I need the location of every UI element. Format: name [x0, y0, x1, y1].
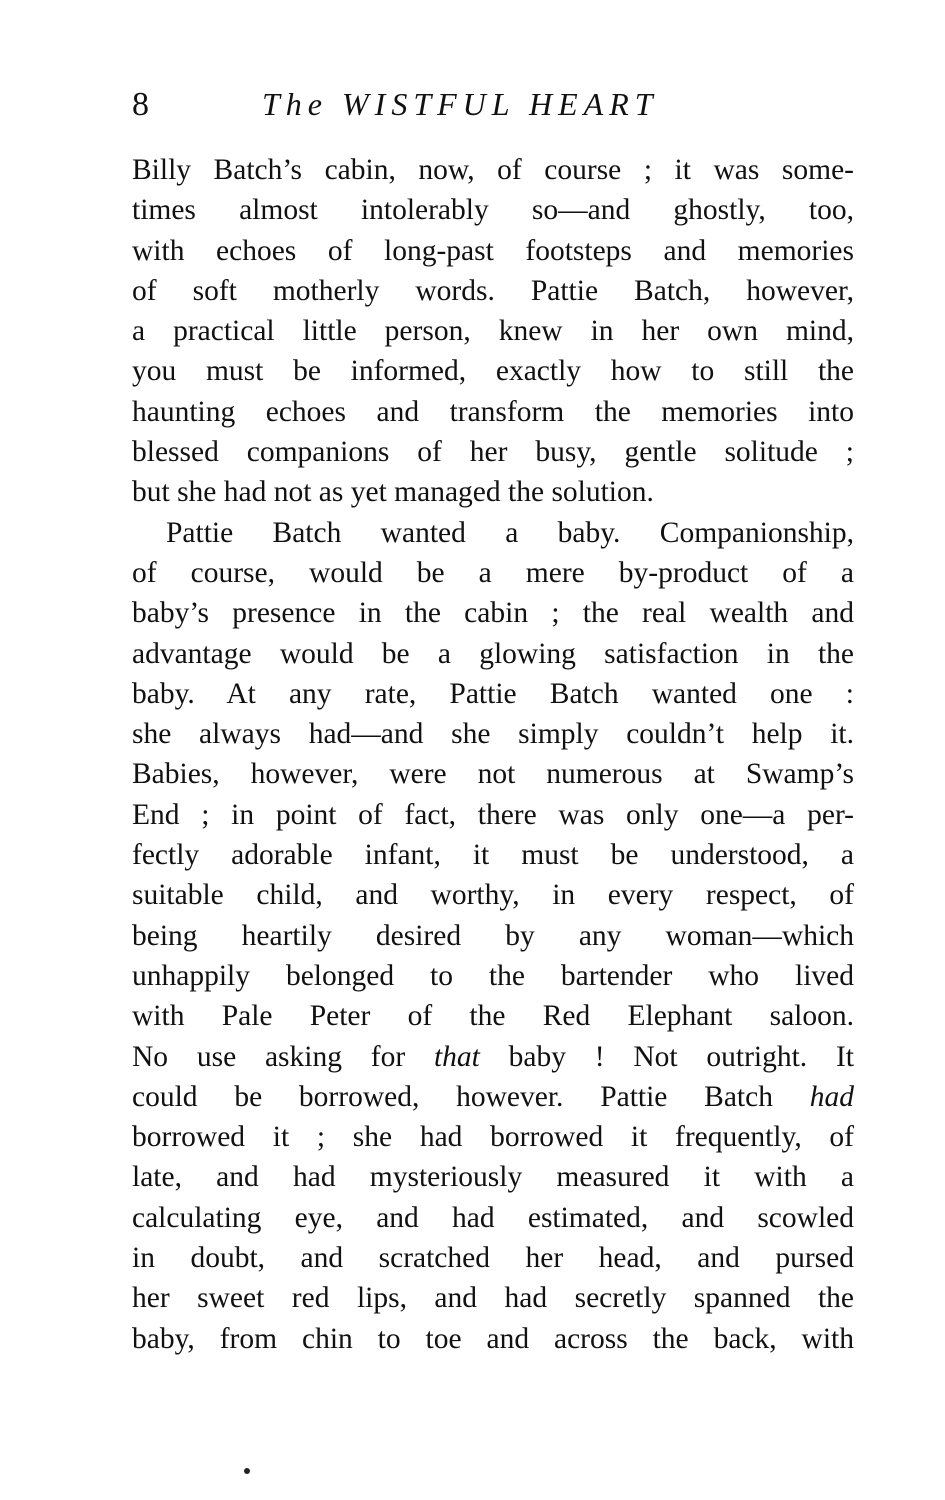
page-header	[132, 86, 854, 130]
text-line: with Pale Peter of the Red Elephant saloon.	[132, 1000, 854, 1033]
print-speck	[244, 1468, 250, 1474]
text-line: times almost intolerably so—and ghostly, too,	[132, 194, 854, 227]
text-line: in doubt, and scratched her head, and pursed	[132, 1242, 854, 1275]
text-line: baby’s presence in the cabin ; the real wealth and	[132, 597, 854, 630]
text-line: suitable child, and worthy, in every respect, of	[132, 879, 854, 912]
text-line: a practical little person, knew in her own mind,	[132, 315, 854, 348]
text-line: baby. At any rate, Pattie Batch wanted one :	[132, 677, 854, 710]
text-line: End ; in point of fact, there was only one—a per-	[132, 798, 854, 831]
text-line: Billy Batch’s cabin, now, of course ; it was some-	[132, 154, 854, 186]
italic-emphasis: had	[809, 1080, 854, 1113]
text-line: advantage would be a glowing satisfaction in the	[132, 637, 854, 670]
text-run: could be borrowed, however. Pattie Batch	[132, 1080, 810, 1113]
text-line: borrowed it ; she had borrowed it frequently, of	[132, 1121, 854, 1154]
paragraph-start-line: Pattie Batch wanted a baby. Companionship,	[166, 516, 854, 549]
text-line: her sweet red lips, and had secretly spanned the	[132, 1282, 854, 1315]
text-line: being heartily desired by any woman—which	[132, 919, 854, 952]
text-run: baby ! Not outright. It	[479, 1040, 854, 1073]
text-line: with echoes of long-past footsteps and memories	[132, 234, 854, 267]
page-number: 8	[132, 86, 149, 123]
text-line: of course, would be a mere by-product of a	[132, 556, 854, 589]
body-text	[132, 150, 854, 1359]
text-line: blessed companions of her busy, gentle solitude ;	[132, 436, 854, 469]
text-line: Babies, however, were not numerous at Swamp’s	[132, 758, 854, 791]
running-title: The WISTFUL HEART	[262, 86, 659, 122]
text-run: No use asking for	[132, 1040, 434, 1073]
text-line: late, and had mysteriously measured it with a	[132, 1161, 854, 1194]
text-line: she always had—and she simply couldn’t help it.	[132, 718, 854, 751]
italic-emphasis: that	[433, 1040, 480, 1073]
text-line: baby, from chin to toe and across the back, with	[132, 1322, 854, 1355]
text-line: you must be informed, exactly how to still the	[132, 355, 854, 388]
text-line: unhappily belonged to the bartender who lived	[132, 959, 854, 992]
paragraph-end-line: but she had not as yet managed the solution.	[132, 476, 654, 509]
text-line: of soft motherly words. Pattie Batch, however,	[132, 274, 854, 307]
text-line: calculating eye, and had estimated, and scowled	[132, 1201, 854, 1234]
text-line: fectly adorable infant, it must be understood, a	[132, 839, 854, 872]
text-line	[132, 1077, 854, 1117]
text-line	[132, 1037, 854, 1077]
text-line: haunting echoes and transform the memories into	[132, 395, 854, 428]
